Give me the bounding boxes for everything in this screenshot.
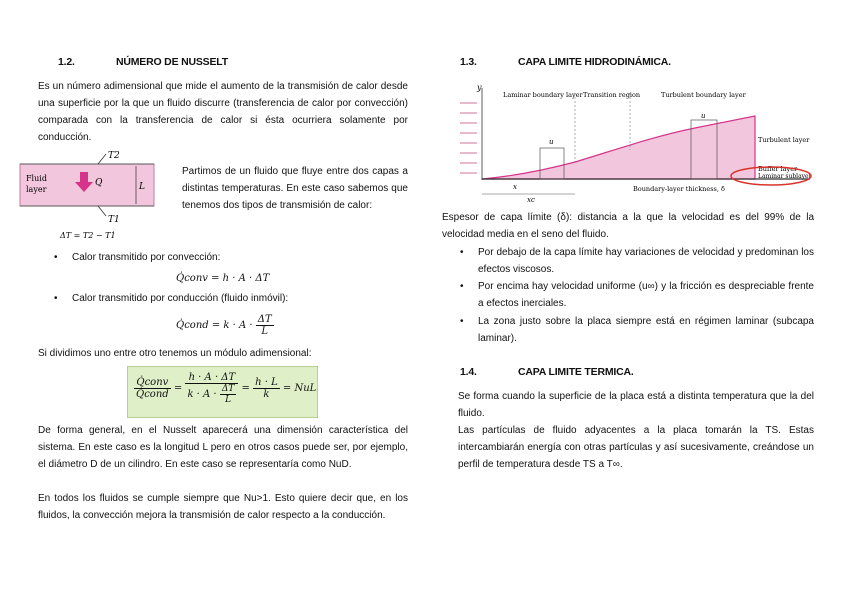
frac-num: Q̇conv bbox=[134, 377, 171, 389]
equation-convection bbox=[176, 273, 269, 284]
y-axis-label: y bbox=[477, 83, 482, 92]
heading-title: CAPA LIMITE TERMICA. bbox=[518, 366, 634, 378]
u-label-1: u bbox=[549, 138, 554, 146]
turbulent-layer-label: Turbulent layer bbox=[758, 136, 810, 144]
heading-title: CAPA LIMITE HIDRODINÁMICA. bbox=[518, 56, 671, 68]
q-cond-symbol: Q̇cond bbox=[176, 320, 209, 331]
bullet-dot: • bbox=[460, 247, 464, 258]
turbulent-label: Turbulent boundary layer bbox=[661, 91, 746, 99]
q-label: Q bbox=[95, 178, 103, 188]
inner-fraction bbox=[220, 384, 237, 405]
heading-1-4 bbox=[460, 366, 634, 378]
bullet-item bbox=[460, 278, 814, 312]
bullet-text: Por encima hay velocidad uniforme (u∞) y la fricción es despreciable frente a efectos inerciales. bbox=[478, 281, 814, 309]
fluid-label-1: Fluid bbox=[26, 174, 47, 183]
frac-num: h · A · ΔT bbox=[185, 372, 238, 384]
hadt-kadtl-fraction bbox=[185, 372, 238, 405]
heading-1-2 bbox=[58, 56, 228, 68]
bullet-text: La zona justo sobre la placa siempre está en régimen laminar (subcapa laminar). bbox=[478, 316, 814, 344]
bullet-dot: • bbox=[54, 252, 58, 263]
q-cond-mid: = k · A · bbox=[211, 320, 253, 331]
delta-t-equation: ΔT = T2 − T1 bbox=[60, 231, 116, 240]
hl-k-fraction bbox=[253, 377, 280, 400]
qconv-qcond-fraction bbox=[134, 377, 171, 400]
q-conv-rhs: = h · A · ΔT bbox=[211, 273, 270, 284]
intro-paragraph: Es un número adimensional que mide el aumento de la transmisión de calor desde una superficie por la que un fluido discurre (transferencia de calor por convección) comparada con la transferencia de calor si ésta ocurriera solamente por conducción. bbox=[38, 81, 408, 143]
x-axis-label: x bbox=[513, 183, 517, 191]
sublayer-label: Laminar sublayer bbox=[758, 173, 812, 180]
bullet-dot: • bbox=[54, 293, 58, 304]
bullet-text: Por debajo de la capa límite hay variaciones de velocidad y predominan los efectos viscosos. bbox=[478, 247, 814, 275]
q-conv-symbol: Q̇conv bbox=[176, 273, 208, 284]
frac-den-a: k · A · bbox=[187, 389, 217, 400]
frac-den bbox=[185, 384, 238, 405]
dt-over-l-fraction bbox=[256, 314, 274, 337]
paragraph-general: De forma general, en el Nusselt aparecerá una dimensión característica del sistema. En este caso es la longitud L pero en otros casos puede ser, por ejemplo, el diámetro D de un cilindro. En este caso se representaría como NuD. bbox=[38, 425, 408, 470]
boundary-layer-region bbox=[482, 116, 755, 179]
t2-leader bbox=[98, 154, 106, 164]
inner-den: L bbox=[225, 395, 232, 405]
fluid-label-2: layer bbox=[26, 185, 47, 194]
laminar-label: Laminar boundary layer bbox=[503, 91, 583, 99]
bullet-text: Calor transmitido por conducción (fluido inmóvil): bbox=[72, 293, 289, 304]
heading-1-3 bbox=[460, 56, 671, 68]
l-label: L bbox=[139, 182, 145, 192]
paragraph-nu-greater: En todos los fluidos se cumple siempre que Nu>1. Esto quiere decir que, en los fluidos, la convección mejora la transmisión de calor respecto a la conducción. bbox=[38, 493, 408, 521]
t1-leader bbox=[98, 206, 106, 216]
thickness-label: Boundary-layer thickness, δ bbox=[633, 185, 725, 193]
bullet-dot: • bbox=[460, 281, 464, 292]
boundary-layer-figure bbox=[455, 78, 815, 203]
buffer-layer-label: Buffer layer bbox=[758, 165, 798, 173]
heading-title: NÚMERO DE NUSSELT bbox=[116, 56, 228, 68]
equals-nu: = NuL bbox=[282, 383, 317, 394]
fluid-layer-figure bbox=[18, 150, 158, 244]
frac-den: k bbox=[263, 389, 270, 400]
bullet-convection bbox=[54, 249, 402, 266]
equals-2: = bbox=[241, 383, 250, 394]
frac-den: Q̇cond bbox=[136, 389, 169, 400]
equals-1: = bbox=[173, 383, 183, 394]
frac-num: h · L bbox=[255, 377, 278, 388]
bullet-item bbox=[460, 244, 814, 278]
nusselt-formula bbox=[134, 372, 316, 405]
termica-paragraph: Se forma cuando la superficie de la placa está a distinta temperatura que la del fluido. Las partículas de fluido adyacentes a la placa tomarán la TS. Estas intercambiarán energía con otras partículas y así sucesivamente, creándose un perfil de temperatura desde TS a T∞. bbox=[458, 391, 814, 470]
transition-label: Transition region bbox=[583, 91, 641, 99]
bullet-dot: • bbox=[460, 316, 464, 327]
t1-label: T1 bbox=[108, 215, 120, 225]
ratio-intro: Si dividimos uno entre otro tenemos un módulo adimensional: bbox=[38, 348, 312, 359]
bullet-item bbox=[460, 313, 814, 347]
heading-number: 1.3. bbox=[460, 56, 477, 68]
equation-conduction bbox=[176, 314, 274, 337]
frac-num: ΔT bbox=[257, 314, 272, 325]
xc-label: xc bbox=[527, 196, 535, 203]
bullet-conduction bbox=[54, 290, 402, 307]
espesor-paragraph: Espesor de capa límite (δ): distancia a la que la velocidad es del 99% de la velocidad media en el seno del fluido. bbox=[442, 212, 814, 240]
frac-den: L bbox=[261, 326, 269, 337]
bullet-text: Calor transmitido por convección: bbox=[72, 252, 221, 263]
figure-paragraph: Partimos de un fluido que fluye entre dos capas a distintas temperaturas. En este caso sabemos que tenemos dos tipos de transmisión de calor: bbox=[182, 166, 408, 211]
heading-number: 1.4. bbox=[460, 366, 477, 378]
u-label-2: u bbox=[701, 112, 706, 120]
heading-number: 1.2. bbox=[58, 56, 75, 68]
freestream-arrows bbox=[460, 103, 477, 173]
inner-num: ΔT bbox=[221, 384, 235, 394]
t2-label: T2 bbox=[108, 151, 120, 161]
